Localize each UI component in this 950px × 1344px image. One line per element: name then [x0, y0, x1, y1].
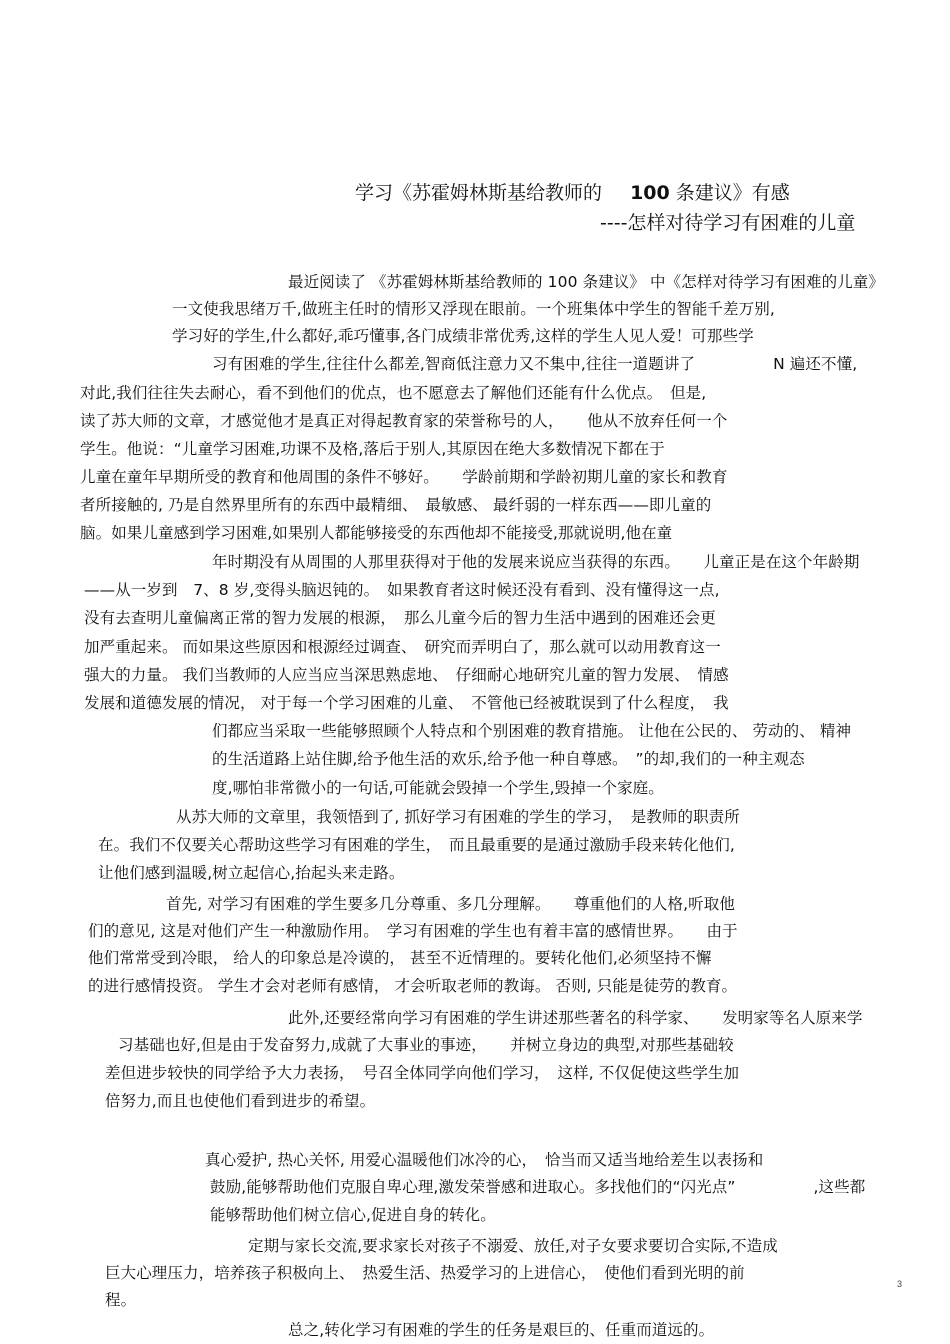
text-line-23: 首先, 对学习有困难的学生要多几分尊重、多几分理解。 尊重他们的人格,听取他 [166, 895, 735, 913]
text-line-1: 最近阅读了 《苏霍姆林斯基给教师的 100 条建议》 中《怎样对待学习有困难的儿童》 [288, 273, 884, 291]
text-line-11: 年时期没有从周围的人那里获得对于他的发展来说应当获得的东西。 儿童正是在这个年龄期 [212, 553, 860, 571]
text-line-35: 巨大心理压力，培养孩子积极向上、 热爱生活、热爱学习的上进信心， 使他们看到光明的前 [105, 1264, 745, 1282]
text-line-36: 程。 [105, 1291, 137, 1309]
text-line-24: 们的意见, 这是对他们产生一种激励作用。 学习有困难的学生也有着丰富的感情世界。 由于 [88, 922, 738, 940]
text-line-18: 的生活道路上站住脚,给予他生活的欢乐,给予他一种自尊感。 ”的却,我们的一种主观态 [212, 750, 805, 768]
text-line-30: 倍努力,而且也使他们看到进步的希望。 [105, 1092, 376, 1110]
text-line-12: ——从一岁到 7、8 岁,变得头脑迟钝的。 如果教育者这时候还没有看到、没有懂得这一点, [84, 581, 720, 599]
text-line-15: 强大的力量。 我们当教师的人应当应当深思熟虑地、 仔细耐心地研究儿童的智力发展、 情感 [84, 666, 729, 684]
text-line-19: 度,哪怕非常微小的一句话,可能就会毁掉一个学生,毁掉一个家庭。 [212, 779, 664, 797]
text-line-6: 读了苏大师的文章，才感觉他才是真正对得起教育家的荣誉称号的人， 他从不放弃任何一个 [80, 412, 728, 430]
title-part2: 条建议》有感 [675, 182, 790, 204]
text-line-27: 此外,还要经常向学习有困难的学生讲述那些著名的科学家、 发明家等名人原来学 [288, 1009, 863, 1027]
text-line-32: 鼓励,能够帮助他们克服自卑心理,激发荣誉感和进取心。多找他们的“闪光点” ,这些都 [210, 1178, 866, 1196]
text-line-4: 习有困难的学生,往往什么都差,智商低注意力又不集中,往往一道题讲了 N 遍还不懂, [212, 355, 858, 373]
title-part1: 学习《苏霍姆林斯基给教师的 [355, 182, 603, 204]
text-line-13: 没有去查明儿童偏离正常的智力发展的根源， 那么儿童今后的智力生活中遇到的困难还会更 [84, 609, 716, 627]
text-line-7: 学生。他说：“儿童学习困难,功课不及格,落后于别人,其原因在绝大多数情况下都在于 [80, 440, 665, 458]
text-line-34: 定期与家长交流,要求家长对孩子不溺爱、放任,对子女要求要切合实际,不造成 [248, 1237, 778, 1255]
text-line-33: 能够帮助他们树立信心,促进自身的转化。 [210, 1206, 496, 1224]
text-line-22: 让他们感到温暖,树立起信心,抬起头来走路。 [98, 864, 405, 882]
text-line-17: 们都应当采取一些能够照顾个人特点和个别困难的教育措施。 让他在公民的、 劳动的、 精神 [212, 722, 852, 740]
text-line-21: 在。我们不仅要关心帮助这些学习有困难的学生， 而且最重要的是通过激励手段来转化他们, [98, 836, 735, 854]
page-number: 3 [897, 1279, 903, 1289]
text-line-25: 他们常常受到冷眼， 给人的印象总是冷谟的， 甚至不近情理的。要转化他们,必须坚持不懈 [88, 949, 712, 967]
text-line-31: 真心爱护, 热心关怀, 用爱心温暖他们冰冷的心， 恰当而又适当地给差生以表扬和 [205, 1151, 764, 1169]
text-line-5: 对此,我们往往失去耐心，看不到他们的优点，也不愿意去了解他们还能有什么优点。 但是, [80, 384, 707, 402]
title-line [355, 180, 790, 206]
subtitle: ----怎样对待学习有困难的儿童 [600, 212, 856, 234]
text-line-28: 习基础也好,但是由于发奋努力,成就了大事业的事迹， 并树立身边的典型,对那些基础较 [118, 1036, 734, 1054]
text-line-14: 加严重起来。 而如果这些原因和根源经过调查、 研究而弄明白了，那么就可以动用教育这一 [84, 638, 721, 656]
text-line-2: 一文使我思绪万千,做班主任时的情形又浮现在眼前。一个班集体中学生的智能千差万别, [172, 300, 775, 318]
text-line-8: 儿童在童年早期所受的教育和他周围的条件不够好。 学龄前期和学龄初期儿童的家长和教育 [80, 468, 728, 486]
text-line-20: 从苏大师的文章里，我领悟到了, 抓好学习有困难的学生的学习， 是教师的职责所 [176, 808, 740, 826]
text-line-9: 者所接触的, 乃是自然界里所有的东西中最精细、 最敏感、 最纤弱的一样东西——即儿童的 [80, 496, 712, 514]
text-line-16: 发展和道德发展的情况， 对于每一个学习困难的儿童、 不管他已经被耽误到了什么程度， 我 [84, 694, 729, 712]
text-line-37: 总之,转化学习有困难的学生的任务是艰巨的、任重而道远的。 [288, 1321, 715, 1339]
title-number: 100 [630, 182, 670, 204]
text-line-3: 学习好的学生,什么都好,乖巧懂事,各门成绩非常优秀,这样的学生人见人爱！可那些学 [172, 327, 754, 345]
text-line-29: 差但进步较快的同学给予大力表扬， 号召全体同学向他们学习， 这样, 不仅促使这些学生加 [105, 1064, 740, 1082]
text-line-10: 脑。如果儿童感到学习困难,如果别人都能够接受的东西他却不能接受,那就说明,他在童 [80, 524, 673, 542]
text-line-26: 的进行感情投资。 学生才会对老师有感情， 才会听取老师的教诲。 否则, 只能是徒劳的教育。 [88, 977, 738, 995]
